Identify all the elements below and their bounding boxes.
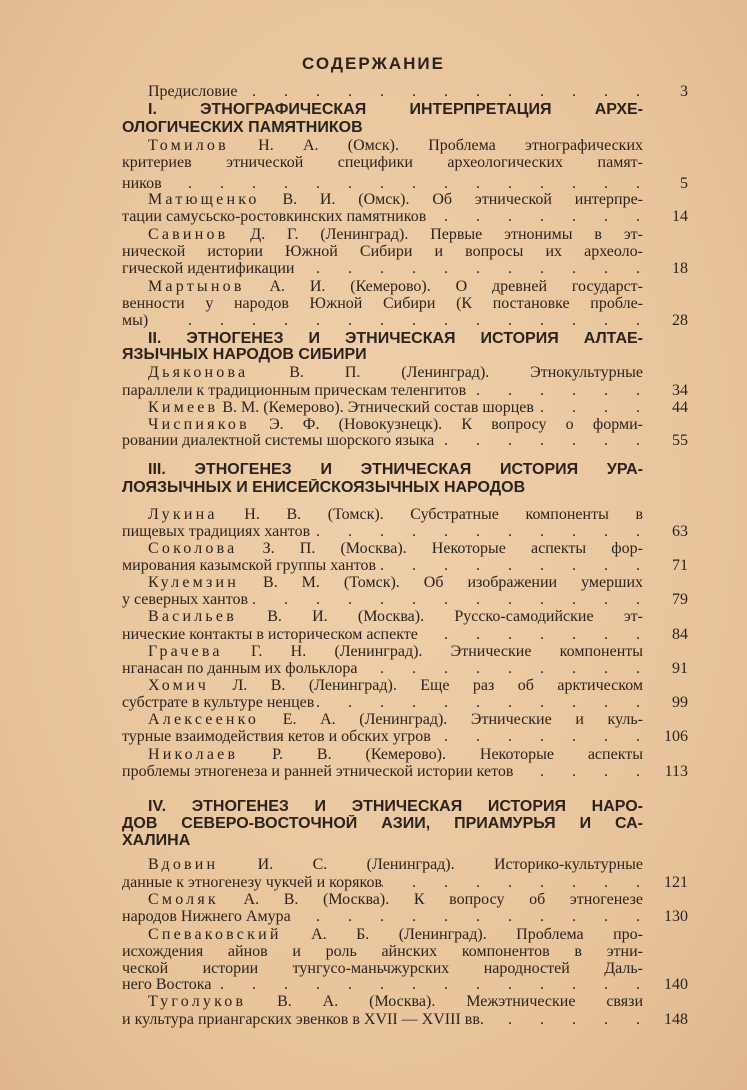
entry-text: [122, 943, 643, 961]
toc-entry-line: [122, 364, 688, 382]
toc-entry-line: [122, 608, 688, 626]
entry-text: [148, 278, 643, 296]
toc-entry-line: [122, 763, 688, 781]
entry-text: [148, 364, 643, 382]
entry-text: [148, 746, 643, 764]
entry-text: [122, 874, 382, 892]
section-heading-line: [122, 798, 688, 816]
toc-entry-line: [122, 874, 688, 892]
page-number: 99: [672, 694, 688, 711]
dot-leader: [534, 399, 644, 417]
toc-entry-line: [122, 540, 688, 558]
entry-title: данные к этногенезу чукчей и коряков: [122, 874, 383, 891]
entry-text: [148, 891, 643, 909]
entry-text: [148, 399, 534, 417]
entry-title: Д. Г. (Ленинград). Первые этнонимы в эт-: [250, 226, 643, 243]
author-name: Кулемзин: [148, 574, 240, 591]
toc-entry-line: [122, 660, 688, 678]
page-number: 121: [664, 874, 688, 891]
dot-leader: [484, 1011, 644, 1029]
toc-entry-line: [122, 643, 688, 661]
section-heading-text: ЛОЯЗЫЧНЫХ И ЕНИСЕЙСКОЯЗЫЧНЫХ НАРОДОВ: [122, 479, 526, 496]
page-number: 3: [680, 83, 688, 100]
page-number: 79: [672, 591, 688, 608]
entry-title: тации самусьско-ростовкинских памятников: [122, 208, 427, 225]
toc-entry-line: [122, 154, 688, 172]
section-heading-text: III. ЭТНОГЕНЕЗ И ЭТНИЧЕСКАЯ ИСТОРИЯ УРА-: [148, 461, 643, 478]
toc-entry-line: [122, 856, 688, 874]
entry-title: А. В. (Москва). К вопросу об этногенезе: [243, 891, 643, 908]
toc-entry-line: [122, 208, 688, 226]
entry-title: пищевых традициях хантов: [122, 523, 311, 540]
dot-leader: [291, 908, 644, 926]
dot-leader: [248, 591, 644, 609]
entry-title: В. М. (Кемерово). Этнический состав шорцев: [222, 399, 534, 416]
entry-title: В. П. (Ленинград). Этнокультурные: [289, 364, 643, 381]
entry-title: Н. А. (Омск). Проблема этнографических: [258, 137, 643, 154]
author-name: Николаев: [148, 746, 239, 763]
page-number: 63: [672, 523, 688, 540]
entry-text: [148, 608, 643, 626]
entry-title: исхождения айнов и роль айнских компонентов в этни-: [122, 943, 643, 960]
entry-text: [148, 643, 643, 661]
section-heading-line: [122, 832, 688, 850]
toc-entry-line: [122, 728, 688, 746]
entry-text: [122, 382, 466, 400]
entry-title: у северных хантов: [122, 591, 249, 608]
author-name: Смоляк: [148, 891, 219, 908]
entry-title: В. И. (Москва). Русско-самодийские эт-: [267, 608, 643, 625]
section-heading-line: [122, 815, 688, 833]
toc-entry-line: [122, 926, 688, 944]
entry-title: нические контакты в историческом аспекте: [122, 626, 418, 643]
entry-title: Э. Ф. (Новокузнецк). К вопросу о форми-: [269, 416, 643, 433]
entry-text: [148, 856, 643, 874]
entry-title: венности у народов Южной Сибири (К постановке пробле-: [122, 295, 643, 312]
toc-entry-preface: [122, 83, 688, 101]
entry-title: нганасан по данным их фольклора: [122, 660, 358, 677]
entry-text: [148, 677, 643, 695]
author-name: Хомич: [148, 677, 209, 694]
entry-text: [148, 574, 643, 592]
entry-title: Е. А. (Ленинград). Этнические и куль-: [282, 711, 643, 728]
entry-title: него Востока: [122, 976, 212, 993]
dot-leader: [434, 432, 644, 450]
entry-title: критериев этнической специфики археологических памят-: [122, 154, 643, 171]
entry-title: нической истории Южной Сибири и вопросы их археоло-: [122, 243, 643, 260]
entry-title: и культура приангарских эвенков в XVII — XVIII вв.: [122, 1011, 484, 1028]
entry-title: ровании диалектной системы шорского языка: [122, 432, 435, 449]
author-name: Туголуков: [148, 993, 247, 1010]
toc-entry-line: [122, 382, 688, 400]
toc-entry-line: [122, 1011, 688, 1029]
entry-text: [122, 557, 376, 575]
toc-entry-line: [122, 312, 688, 330]
entry-title: И. С. (Ленинград). Историко-культурные: [257, 856, 643, 873]
entry-title: А. И. (Кемерово). О древней государст-: [269, 278, 643, 295]
page-number: 28: [672, 312, 688, 329]
entry-text: [122, 694, 314, 712]
entry-title: Г. Н. (Ленинград). Этнические компоненты: [250, 643, 643, 660]
author-name: Савинов: [148, 226, 229, 243]
toc-entry-line: [122, 574, 688, 592]
page-number: 71: [672, 557, 688, 574]
entry-text: [122, 660, 358, 678]
dot-leader: [148, 312, 644, 330]
toc-entry-line: [122, 993, 688, 1011]
toc-entry-line: [122, 399, 688, 417]
author-name: Васильев: [148, 608, 237, 625]
entry-title: гической идентификации: [122, 260, 295, 277]
entry-text: [122, 243, 643, 261]
author-name: Матющенко: [148, 191, 260, 208]
toc-entry-line: [122, 295, 688, 313]
entry-title: В. М. (Томск). Об изображении умерших: [263, 574, 643, 591]
toc-entry-line: [122, 711, 688, 729]
dot-leader: [211, 976, 644, 994]
entry-text: [122, 626, 418, 644]
author-name: Кимеев: [148, 399, 219, 416]
page-number: 84: [672, 626, 688, 643]
author-name: Дьяконова: [148, 364, 249, 381]
page-title: СОДЕРЖАНИЕ: [302, 54, 445, 73]
page-number: 140: [664, 976, 688, 993]
section-heading-text: I. ЭТНОГРАФИЧЕСКАЯ ИНТЕРПРЕТАЦИЯ АРХЕ-: [148, 101, 643, 118]
entry-title: З. П. (Москва). Некоторые аспекты фор-: [262, 540, 643, 557]
toc-entry-line: [122, 432, 688, 450]
dot-leader: [358, 660, 644, 678]
page-number: 34: [672, 382, 688, 399]
author-name: Грачева: [148, 643, 223, 660]
toc-entry-line: [122, 677, 688, 695]
toc-entry-line: [122, 278, 688, 296]
entry-text: [122, 523, 310, 541]
page-number: 106: [664, 728, 688, 745]
toc-entry-line: [122, 523, 688, 541]
toc-entry-line: [122, 746, 688, 764]
entry-text: [122, 908, 291, 926]
toc-entry-line: [122, 506, 688, 524]
section-heading-line: [122, 346, 688, 364]
dot-leader: [314, 694, 644, 712]
dot-leader: [310, 523, 644, 541]
entry-title: Н. В. (Томск). Субстратные компоненты в: [244, 506, 643, 523]
entry-text: [148, 137, 643, 155]
author-name: Алексеенко: [148, 711, 260, 728]
dot-leader: [382, 874, 644, 892]
dot-leader: [294, 260, 644, 278]
page-number: 14: [672, 208, 688, 225]
dot-leader: [513, 763, 644, 781]
entry-text: [122, 432, 434, 450]
page-number: 18: [672, 260, 688, 277]
entry-title: параллели к традиционным прическам теленгитов: [122, 382, 467, 399]
entry-title: турные взаимодействия кетов и обских угров: [122, 728, 431, 745]
entry-text: [122, 295, 643, 313]
page-number: 130: [664, 908, 688, 925]
author-name: Лукина: [148, 506, 218, 523]
entry-text: [122, 260, 294, 278]
section-heading-text: ХАЛИНА: [122, 832, 191, 849]
entry-text: [122, 1011, 484, 1029]
author-name: Спеваковский: [148, 926, 282, 943]
page-number: 44: [672, 399, 688, 416]
toc-entry-line: [122, 976, 688, 994]
entry-text: [122, 763, 513, 781]
entry-text: [148, 711, 643, 729]
toc-entry-line: [122, 943, 688, 961]
entry-text: [122, 154, 643, 172]
toc-entry-line: [122, 694, 688, 712]
toc-entry-line: [122, 137, 688, 155]
dot-leader: [418, 626, 644, 644]
entry-text: [148, 540, 643, 558]
toc-entry-line: [122, 226, 688, 244]
entry-text: [122, 312, 148, 330]
section-heading-text: ЯЗЫЧНЫХ НАРОДОВ СИБИРИ: [122, 346, 367, 363]
section-heading-text: II. ЭТНОГЕНЕЗ И ЭТНИЧЕСКАЯ ИСТОРИЯ АЛТАЕ-: [148, 330, 643, 347]
section-heading-line: [122, 461, 688, 479]
page-number: 91: [672, 660, 688, 677]
entry-title: Р. В. (Кемерово). Некоторые аспекты: [272, 746, 643, 763]
entry-title: ческой истории тунгусо-маньчжурских народностей Даль-: [122, 960, 643, 977]
dot-leader: [431, 728, 644, 746]
entry-title: мы): [122, 312, 149, 329]
entry-text: [122, 728, 431, 746]
page-number: 113: [664, 763, 688, 780]
entry-title: В. А. (Москва). Межэтнические связи: [277, 993, 643, 1010]
section-heading-line: [122, 479, 688, 497]
entry-title: В. И. (Омск). Об этнической интерпре-: [282, 191, 643, 208]
section-heading-text: ОЛОГИЧЕСКИХ ПАМЯТНИКОВ: [122, 119, 363, 136]
page-number: 55: [672, 432, 688, 449]
entry-text: [148, 226, 643, 244]
entry-text: [148, 926, 643, 944]
page-number: 148: [664, 1011, 688, 1028]
toc-entry-line: [122, 260, 688, 278]
dot-leader: [376, 557, 644, 575]
entry-text: [148, 993, 643, 1011]
entry-title: субстрате в культуре ненцев: [122, 694, 315, 711]
entry-text: [148, 191, 643, 209]
author-name: Томилов: [148, 137, 229, 154]
section-heading-line: [122, 119, 688, 137]
entry-text: [122, 591, 248, 609]
toc-entry-line: [122, 557, 688, 575]
entry-title: проблемы этногенеза и ранней этнической истории кетов: [122, 763, 514, 780]
dot-leader: [426, 208, 644, 226]
toc-entry-line: [122, 243, 688, 261]
dot-leader: [237, 83, 644, 101]
entry-title: мирования казымской группы хантов: [122, 557, 377, 574]
section-heading-line: [122, 101, 688, 119]
entry-title: народов Нижнего Амура: [122, 908, 291, 925]
author-name: Вдовин: [148, 856, 219, 873]
dot-leader: [466, 382, 644, 400]
entry-title: ников: [122, 175, 162, 192]
toc-entry-line: [122, 626, 688, 644]
author-name: Мартынов: [148, 278, 245, 295]
section-heading-text: IV. ЭТНОГЕНЕЗ И ЭТНИЧЕСКАЯ ИСТОРИЯ НАРО-: [148, 798, 643, 815]
author-name: Соколова: [148, 540, 238, 557]
entry-title: А. Б. (Ленинград). Проблема про-: [311, 926, 643, 943]
section-heading-text: ДОВ СЕВЕРО-ВОСТОЧНОЙ АЗИИ, ПРИАМУРЬЯ И СА-: [122, 815, 643, 832]
toc-entry-line: [122, 908, 688, 926]
author-name: Чиспияков: [148, 416, 250, 433]
entry-text: [122, 208, 426, 226]
entry-title: Л. В. (Ленинград). Еще раз об арктическом: [232, 677, 643, 694]
toc-entry-line: [122, 891, 688, 909]
page-number: 5: [680, 175, 688, 192]
entry-text: [122, 976, 211, 994]
toc-entry-line: [122, 191, 688, 209]
entry-text: Предисловие: [148, 83, 238, 100]
toc-entry-line: [122, 591, 688, 609]
entry-text: [148, 506, 643, 524]
